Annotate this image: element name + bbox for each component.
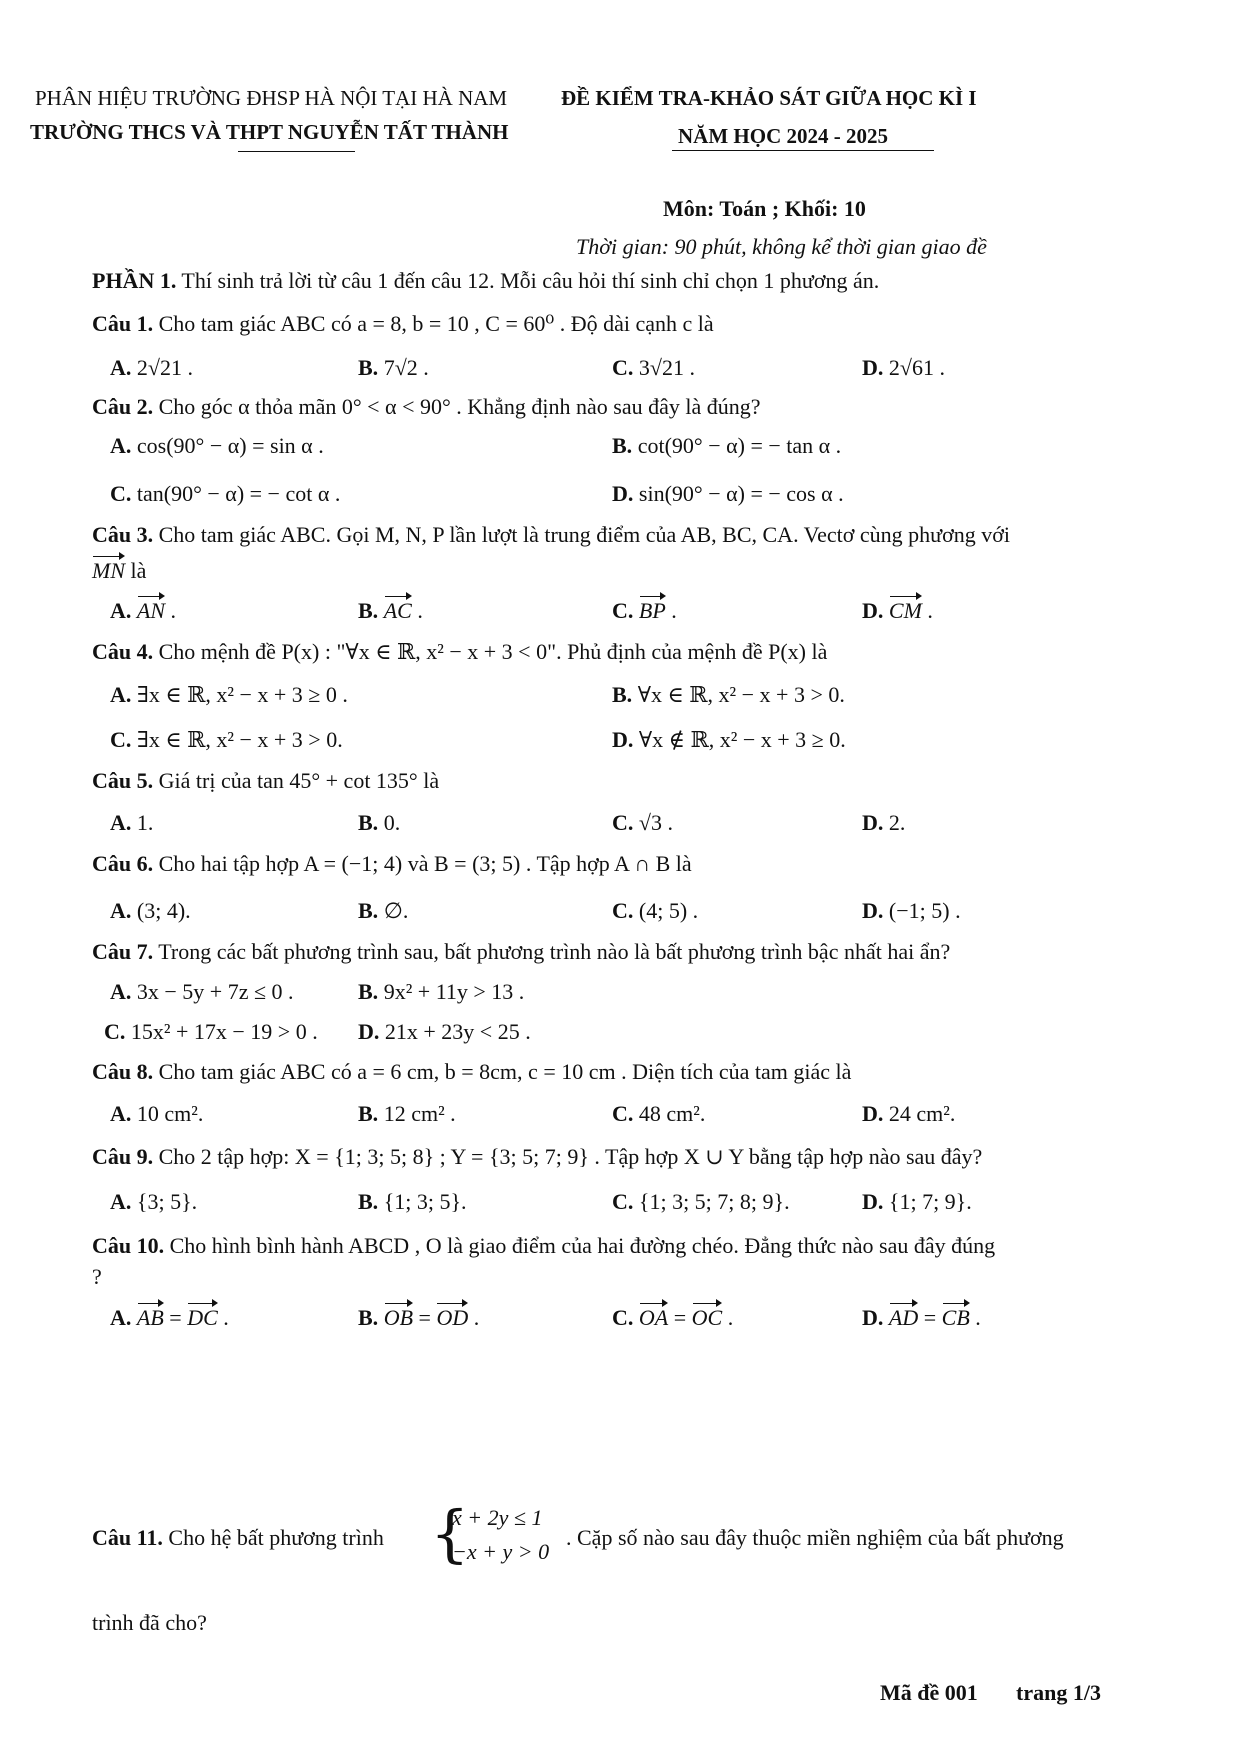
q1-option-a[interactable]: A. 2√21 . bbox=[110, 355, 193, 380]
page-number: trang 1/3 bbox=[1016, 1680, 1101, 1705]
question-text: Giá trị của tan 45° + cot 135° là bbox=[153, 768, 440, 793]
q7-option-a[interactable]: A. 3x − 5y + 7z ≤ 0 . bbox=[110, 979, 294, 1004]
q3-option-d[interactable]: D. CM . bbox=[862, 598, 933, 623]
question-4 bbox=[92, 639, 827, 665]
inequality-system bbox=[430, 1497, 560, 1571]
q6-option-b[interactable]: B. ∅. bbox=[358, 898, 409, 923]
q4-option-d[interactable]: D. ∀x ∉ ℝ, x² − x + 3 ≥ 0. bbox=[612, 727, 846, 752]
part1-label: PHẦN 1. bbox=[92, 268, 177, 293]
school-name-line1: PHÂN HIỆU TRƯỜNG ĐHSP HÀ NỘI TẠI HÀ NAM bbox=[35, 86, 508, 110]
question-11 bbox=[92, 1525, 384, 1551]
q5-option-a[interactable]: A. 1. bbox=[110, 810, 154, 835]
q3-option-a[interactable]: A. AN . bbox=[110, 598, 177, 623]
question-text: Cho hình bình hành ABCD , O là giao điểm của hai đường chéo. Đẳng thức nào sau đây đúng bbox=[164, 1233, 996, 1258]
question-label: Câu 11. bbox=[92, 1525, 163, 1550]
q4-option-c[interactable]: C. ∃x ∈ ℝ, x² − x + 3 > 0. bbox=[110, 727, 343, 752]
q1-option-b[interactable]: B. 7√2 . bbox=[358, 355, 429, 380]
q2-option-c[interactable]: C. tan(90° − α) = − cot α . bbox=[110, 481, 341, 506]
q5-option-b[interactable]: B. 0. bbox=[358, 810, 401, 835]
system-line-2: −x + y > 0 bbox=[452, 1539, 550, 1564]
q1-option-c[interactable]: C. 3√21 . bbox=[612, 355, 695, 380]
question-6 bbox=[92, 851, 692, 877]
system-line-1: x + 2y ≤ 1 bbox=[452, 1505, 543, 1530]
question-text: Cho tam giác ABC có a = 8, b = 10 , C = 60⁰ . Độ dài cạnh c là bbox=[153, 311, 714, 336]
question-3 bbox=[92, 522, 1010, 548]
exam-code: Mã đề 001 bbox=[880, 1680, 978, 1705]
q8-option-d[interactable]: D. 24 cm². bbox=[862, 1101, 956, 1126]
question-label: Câu 9. bbox=[92, 1144, 154, 1169]
q9-option-b[interactable]: B. {1; 3; 5}. bbox=[358, 1189, 467, 1214]
q4-option-a[interactable]: A. ∃x ∈ ℝ, x² − x + 3 ≥ 0 . bbox=[110, 682, 348, 707]
q1-option-d[interactable]: D. 2√61 . bbox=[862, 355, 945, 380]
part1-instruction bbox=[92, 268, 879, 294]
q8-option-a[interactable]: A. 10 cm². bbox=[110, 1101, 204, 1126]
q10-option-d[interactable]: D. AD = CB . bbox=[862, 1305, 981, 1330]
question-text: Cho hai tập hợp A = (−1; 4) và B = (3; 5) . Tập hợp A ∩ B là bbox=[153, 851, 692, 876]
question-3-continuation: MN là bbox=[92, 558, 147, 583]
part1-text: Thí sinh trả lời từ câu 1 đến câu 12. Mỗi câu hỏi thí sinh chỉ chọn 1 phương án. bbox=[176, 268, 880, 293]
question-label: Câu 8. bbox=[92, 1059, 154, 1084]
school-name-line2: TRƯỜNG THCS VÀ THPT NGUYỄN TẤT THÀNH bbox=[30, 120, 509, 144]
question-label: Câu 2. bbox=[92, 394, 154, 419]
question-text: Cho tam giác ABC có a = 6 cm, b = 8cm, c = 10 cm . Diện tích của tam giác là bbox=[153, 1059, 852, 1084]
q3-option-c[interactable]: C. BP . bbox=[612, 598, 677, 623]
question-label: Câu 3. bbox=[92, 522, 154, 547]
question-text: Cho mệnh đề P(x) : "∀x ∈ ℝ, x² − x + 3 < 0". Phủ định của mệnh đề P(x) là bbox=[153, 639, 828, 664]
question-label: Câu 5. bbox=[92, 768, 154, 793]
q4-option-b[interactable]: B. ∀x ∈ ℝ, x² − x + 3 > 0. bbox=[612, 682, 845, 707]
question-text: Cho 2 tập hợp: X = {1; 3; 5; 8} ; Y = {3; 5; 7; 9} . Tập hợp X ∪ Y bằng tập hợp nào sau đây? bbox=[153, 1144, 983, 1169]
q6-option-d[interactable]: D. (−1; 5) . bbox=[862, 898, 961, 923]
school-year: NĂM HỌC 2024 - 2025 bbox=[678, 124, 888, 148]
question-9 bbox=[92, 1144, 982, 1170]
question-8 bbox=[92, 1059, 851, 1085]
question-text: Trong các bất phương trình sau, bất phương trình nào là bất phương trình bậc nhất hai ẩn? bbox=[153, 939, 951, 964]
question-label: Câu 10. bbox=[92, 1233, 165, 1258]
question-label: Câu 7. bbox=[92, 939, 154, 964]
q7-option-d[interactable]: D. 21x + 23y < 25 . bbox=[358, 1019, 531, 1044]
q6-option-c[interactable]: C. (4; 5) . bbox=[612, 898, 699, 923]
question-1 bbox=[92, 311, 714, 337]
q10-option-b[interactable]: B. OB = OD . bbox=[358, 1305, 480, 1330]
question-7 bbox=[92, 939, 950, 965]
question-10-continuation: ? bbox=[92, 1264, 102, 1289]
q10-option-a[interactable]: A. AB = DC . bbox=[110, 1305, 229, 1330]
question-10 bbox=[92, 1233, 995, 1259]
question-label: Câu 1. bbox=[92, 311, 154, 336]
system-brace: { bbox=[430, 1497, 470, 1570]
q8-option-c[interactable]: C. 48 cm². bbox=[612, 1101, 706, 1126]
q7-option-c[interactable]: C. 15x² + 17x − 19 > 0 . bbox=[104, 1019, 318, 1044]
question-text: Cho hệ bất phương trình bbox=[162, 1525, 384, 1550]
q9-option-a[interactable]: A. {3; 5}. bbox=[110, 1189, 198, 1214]
q5-option-c[interactable]: C. √3 . bbox=[612, 810, 673, 835]
q9-option-d[interactable]: D. {1; 7; 9}. bbox=[862, 1189, 972, 1214]
header-underline-right bbox=[672, 150, 934, 151]
header-underline-left bbox=[238, 151, 355, 152]
subject-line: Môn: Toán ; Khối: 10 bbox=[663, 196, 866, 221]
q2-option-a[interactable]: A. cos(90° − α) = sin α . bbox=[110, 433, 324, 458]
question-label: Câu 6. bbox=[92, 851, 154, 876]
question-5 bbox=[92, 768, 439, 794]
q2-option-d[interactable]: D. sin(90° − α) = − cos α . bbox=[612, 481, 844, 506]
question-label: Câu 4. bbox=[92, 639, 154, 664]
question-text: Cho góc α thỏa mãn 0° < α < 90° . Khẳng định nào sau đây là đúng? bbox=[153, 394, 761, 419]
q3-option-b[interactable]: B. AC . bbox=[358, 598, 423, 623]
question-2 bbox=[92, 394, 761, 420]
q10-option-c[interactable]: C. OA = OC . bbox=[612, 1305, 734, 1330]
q6-option-a[interactable]: A. (3; 4). bbox=[110, 898, 191, 923]
exam-title: ĐỀ KIỂM TRA-KHẢO SÁT GIỮA HỌC KÌ I bbox=[561, 86, 977, 110]
q9-option-c[interactable]: C. {1; 3; 5; 7; 8; 9}. bbox=[612, 1189, 790, 1214]
vector-mn: MN bbox=[92, 558, 125, 583]
q8-option-b[interactable]: B. 12 cm² . bbox=[358, 1101, 456, 1126]
question-text: Cho tam giác ABC. Gọi M, N, P lần lượt là trung điểm của AB, BC, CA. Vectơ cùng phương với bbox=[153, 522, 1010, 547]
question-11-text-after: . Cặp số nào sau đây thuộc miền nghiệm của bất phương bbox=[566, 1525, 1064, 1550]
q7-option-b[interactable]: B. 9x² + 11y > 13 . bbox=[358, 979, 525, 1004]
time-line: Thời gian: 90 phút, không kể thời gian giao đề bbox=[576, 234, 987, 259]
q2-option-b[interactable]: B. cot(90° − α) = − tan α . bbox=[612, 433, 842, 458]
q5-option-d[interactable]: D. 2. bbox=[862, 810, 906, 835]
question-11-continuation: trình đã cho? bbox=[92, 1610, 207, 1635]
